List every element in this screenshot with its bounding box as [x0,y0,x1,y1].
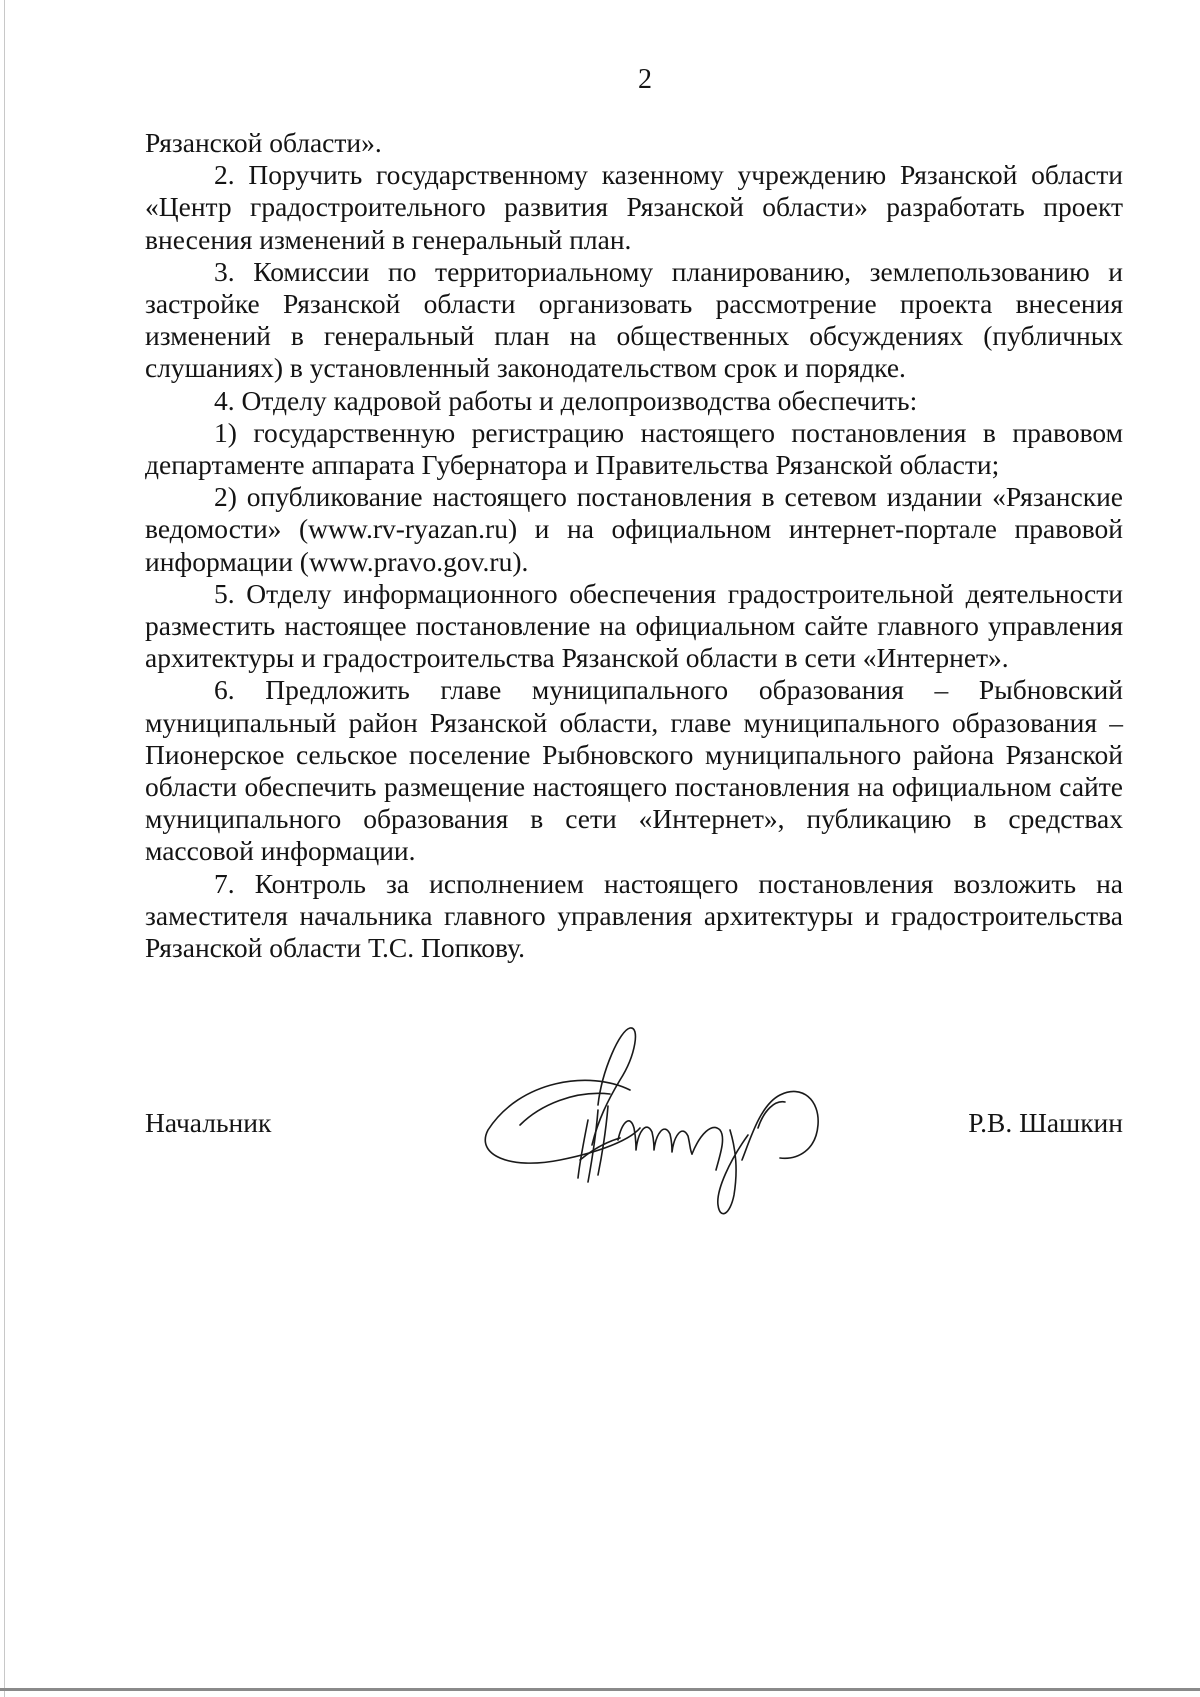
paragraph-item-7: 7. Контроль за исполнением настоящего постановления возложить на заместителя начальника главного управления архитектуры и градостроительства Рязанской области Т.С. Попкову. [145,867,1123,964]
scan-edge-line [4,0,5,1697]
page-number: 2 [638,64,652,95]
paragraph-item-5: 5. Отделу информационного обеспечения градостроительной деятельности разместить настоящее постановление на официальном сайте главного управления архитектуры и градостроительства Рязанской области в сети «Интернет». [145,577,1123,674]
document-body [145,127,1123,964]
handwritten-signature [480,1010,860,1230]
paragraph-item-2: 2. Поручить государственному казенному учреждению Рязанской области «Центр градостроительного развития Рязанской области» разработать проект внесения изменений в генеральный план. [145,159,1123,255]
paragraph-item-4-1: 1) государственную регистрацию настоящего постановления в правовом департаменте аппарата Губернатора и Правительства Рязанской области; [145,416,1123,481]
paragraph-item-6: 6. Предложить главе муниципального образования – Рыбновский муниципальный район Рязанской области, главе муниципального образования – Пионерское сельское поселение Рыбновского муниципального района Рязанской области обеспечить размещение настоящего постановления на официальном сайте муниципального образования в сети «Интернет», публикацию в средствах массовой информации. [145,674,1123,867]
paragraph-item-4: 4. Отделу кадровой работы и делопроизводства обеспечить: [214,384,918,416]
paragraph-item-4-2: 2) опубликование настоящего постановления в сетевом издании «Рязанские ведомости» (www.rv-ryazan.ru) и на официальном интернет-портале правовой информации (www.pravo.gov.ru). [145,481,1123,577]
signatory-name: Р.В. Шашкин [968,1107,1123,1138]
paragraph-continuation: Рязанской области». [145,127,382,158]
signatory-title: Начальник [145,1107,272,1138]
paragraph-item-3: 3. Комиссии по территориальному планированию, землепользованию и застройке Рязанской области организовать рассмотрение проекта внесения изменений в генеральный план на общественных обсуждениях (публичных слушаниях) в установленный законодательством срок и порядке. [145,255,1123,384]
scan-bottom-line [0,1688,1200,1691]
